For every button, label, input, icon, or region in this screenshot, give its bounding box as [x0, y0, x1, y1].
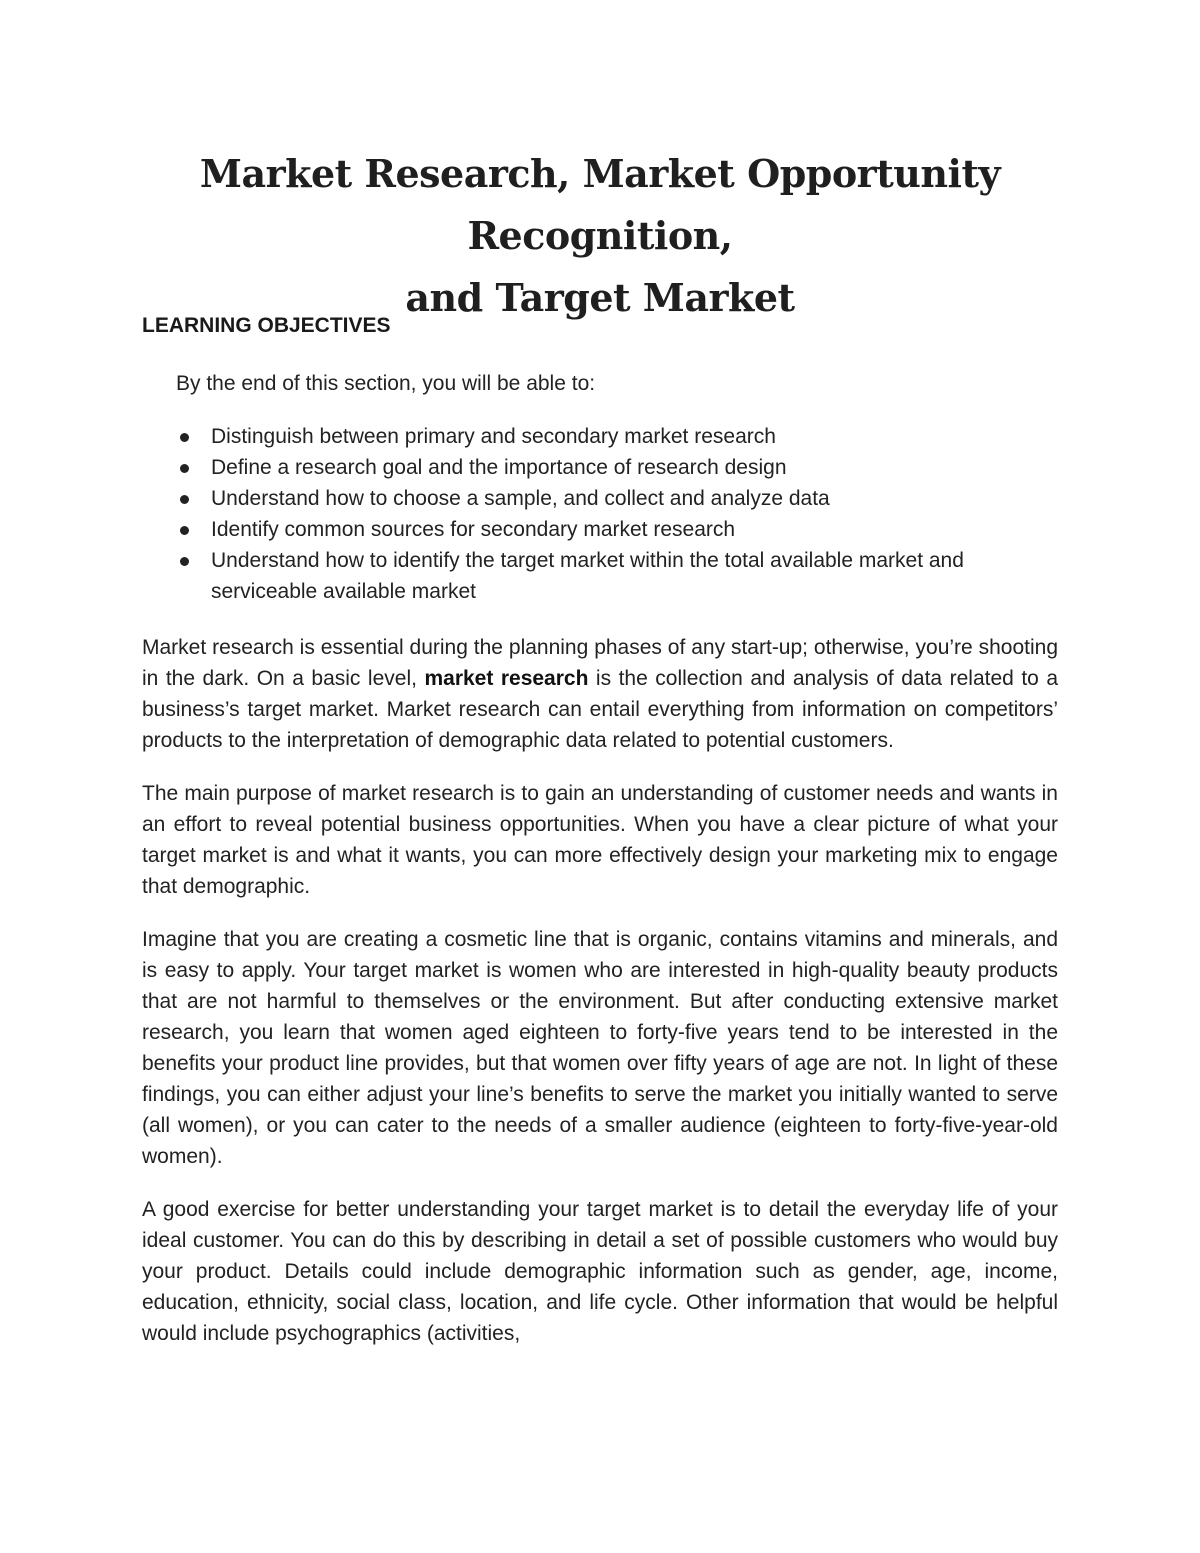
objective-item: [176, 452, 1066, 483]
objective-item: [176, 483, 1066, 514]
objective-item: [176, 545, 1066, 607]
objective-text: Distinguish between primary and secondary market research: [211, 425, 776, 448]
bullet-icon: [180, 495, 189, 504]
body-text: [142, 632, 1058, 1371]
learning-objectives-heading: LEARNING OBJECTIVES: [142, 314, 391, 337]
bullet-icon: [180, 557, 189, 566]
paragraph-cosmetic-example: Imagine that you are creating a cosmetic line that is organic, contains vitamins and minerals, and is easy to apply. Your target market is women who are interested in high-quality beauty products that are not harmful to themselves or the environment. But after conducting extensive market research, you learn that women aged eighteen to forty-five years tend to be interested in the benefits your product line provides, but that women over fifty years of age are not. In light of these findings, you can either adjust your line’s benefits to serve the market you initially wanted to serve (all women), or you can cater to the needs of a smaller audience (eighteen to forty-five-year-old women).: [142, 928, 1058, 1168]
paragraph-ideal-customer: A good exercise for better understanding your target market is to detail the everyday life of your ideal customer. You can do this by describing in detail a set of possible customers who would buy your product. Details could include demographic information such as gender, age, income, education, ethnicity, social class, location, and life cycle. Other information that would be helpful would include psychographics (activities,: [142, 1198, 1058, 1345]
objective-text: Understand how to choose a sample, and collect and analyze data: [211, 487, 830, 510]
paragraph-market-research-definition: [142, 632, 1058, 756]
objective-text: Understand how to identify the target market within the total available market and serviceable available market: [211, 549, 964, 603]
objective-text: Identify common sources for secondary market research: [211, 518, 736, 541]
objective-item: [176, 421, 1066, 452]
paragraph-text: Market research is essential during the planning phases of any start-up; otherwise, you’re shooting in the dark. On a basic level,: [142, 636, 1058, 690]
key-term-market-research: market research: [424, 667, 589, 690]
objectives-list: [176, 421, 1066, 607]
title-line-1: Market Research, Market Opportunity Recognition,: [199, 151, 1001, 258]
objective-text: Define a research goal and the importance of research design: [211, 456, 787, 479]
page-title: [120, 143, 1080, 329]
bullet-icon: [180, 526, 189, 535]
objectives-intro: By the end of this section, you will be able to:: [176, 372, 596, 395]
bullet-icon: [180, 433, 189, 442]
paragraph-main-purpose: The main purpose of market research is to gain an understanding of customer needs and wants in an effort to reveal potential business opportunities. When you have a clear picture of what your target market is and what it wants, you can more effectively design your marketing mix to engage that demographic.: [142, 782, 1058, 898]
objective-item: [176, 514, 1066, 545]
title-line-2: and Target Market: [405, 275, 795, 320]
paragraph-text: is the collection and analysis of data related to a business’s target market. Market research can entail everything from information on competitors’ products to the interpretation of demographic data related to potential customers.: [142, 667, 1059, 752]
bullet-icon: [180, 464, 189, 473]
